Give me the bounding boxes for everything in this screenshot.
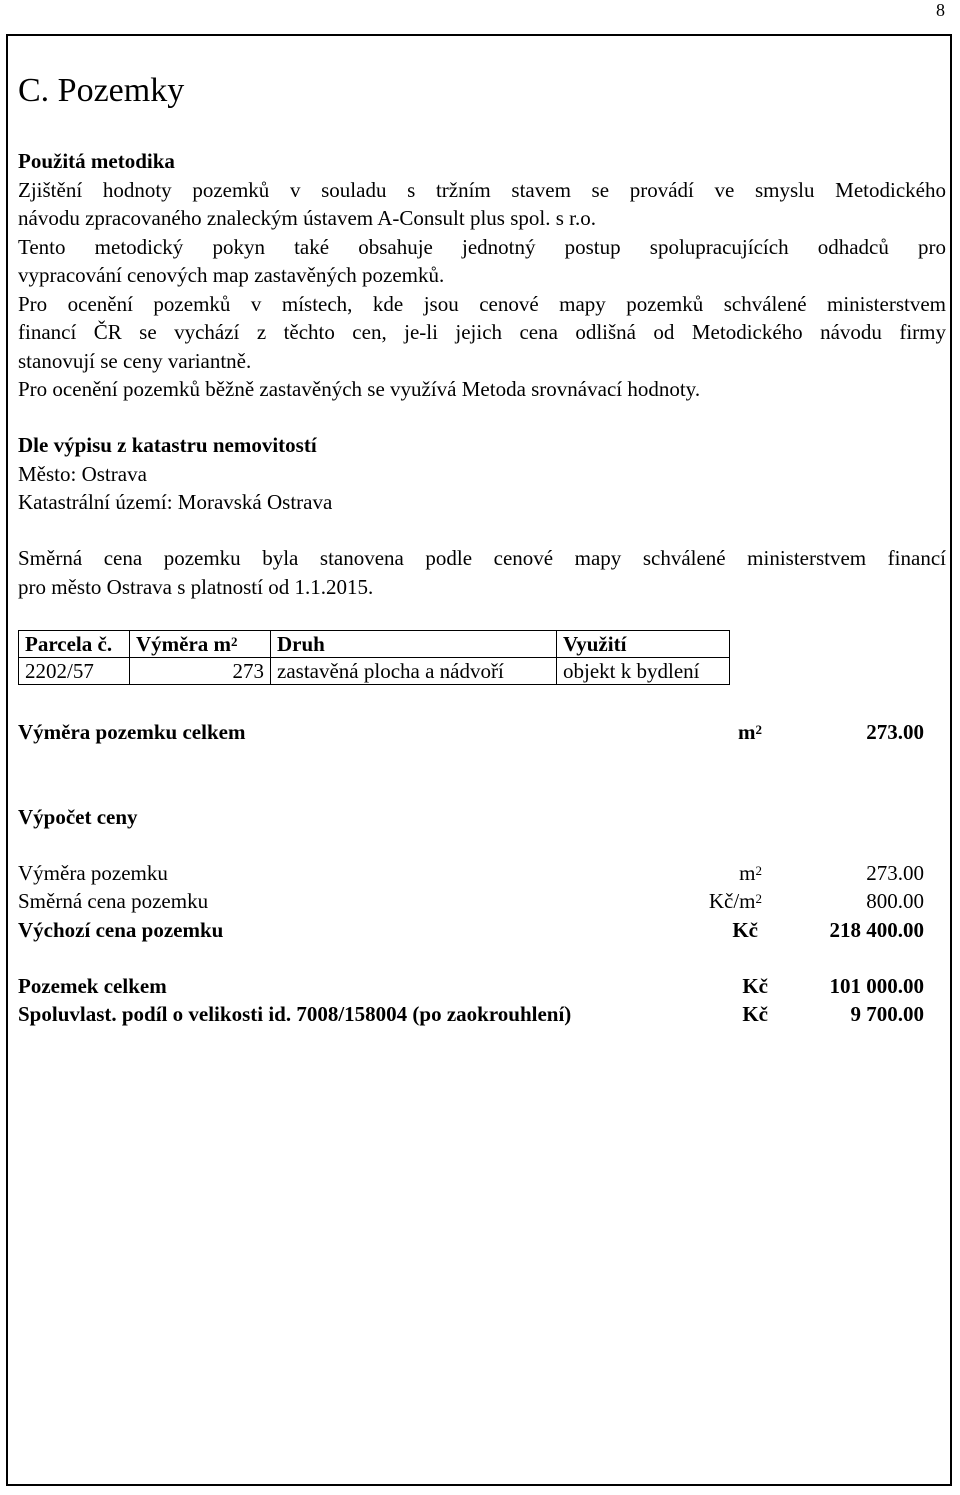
methodology-line: návodu zpracovaného znaleckým ústavem A-Consult plus spol. s r.o. [18,206,596,230]
header-area-sup: 2 [231,634,238,649]
header-usage: Využití [557,631,730,658]
calc-unit [709,887,762,915]
cadastre-city: Město: Ostrava [18,461,147,486]
calc-row-area [18,859,928,887]
table-header-row [19,631,730,658]
calc-row-base [18,916,928,944]
methodology-line: Tento metodický pokyn také obsahuje jednotný postup spolupracujících odhadců pro [18,234,946,259]
cell-parcel: 2202/57 [19,658,130,685]
summary-label: Spoluvlast. podíl o velikosti id. 7008/158004 (po zaokrouhlení) [18,1002,572,1026]
price-note-line: Směrná cena pozemku byla stanovena podle cenové mapy schválené ministerstvem financí [18,546,946,570]
calc-label: Výchozí cena pozemku [18,918,224,942]
unit-text: Kč/m [708,889,756,913]
methodology-line: Zjištění hodnoty pozemků v souladu s tržním stavem se provádí ve smyslu Metodického [18,177,946,202]
calc-label: Směrná cena pozemku [18,889,209,913]
methodology-heading: Použitá metodika [18,149,175,173]
summary-value: 9 700.00 [850,1002,924,1026]
methodology-section [18,147,946,404]
calculation-heading [18,803,928,831]
table-row [19,658,730,685]
calc-value: 218 400.00 [829,918,924,942]
summary-row-share [18,1000,928,1028]
calculation-heading-text: Výpočet ceny [18,805,138,829]
summary-value: 101 000.00 [829,974,924,998]
cadastre-section [18,431,946,517]
unit-sup: 2 [755,891,762,906]
methodology-line: Pro ocenění pozemků běžně zastavěných se využívá Metoda srovnávací hodnoty. [18,377,701,401]
methodology-line: financí ČR se vychází z těchto cen, je-li jejich cena odlišná od Metodického návodu firmy [18,320,946,344]
page-number: 8 [936,0,945,20]
parcel-table [18,630,730,685]
calc-unit: Kč [732,918,758,942]
unit-sup: 2 [755,722,762,737]
unit-text: m [739,861,756,885]
total-area-row [18,718,928,746]
calc-value: 273.00 [866,861,924,885]
total-area-unit [738,718,762,746]
total-area-value: 273.00 [866,720,924,744]
calc-row-price [18,887,928,915]
summary-unit: Kč [742,1002,768,1026]
methodology-line: Pro ocenění pozemků v místech, kde jsou cenové mapy pozemků schválené ministerstvem [18,291,946,316]
summary-unit: Kč [742,974,768,998]
summary-label: Pozemek celkem [18,974,167,998]
price-note [18,544,946,601]
unit-text: m [738,720,756,744]
cadastre-heading: Dle výpisu z katastru nemovitostí [18,433,317,457]
calc-value: 800.00 [866,889,924,913]
calc-label: Výměra pozemku [18,861,168,885]
methodology-line: vypracování cenových map zastavěných pozemků. [18,263,445,287]
header-parcel: Parcela č. [19,631,130,658]
unit-sup: 2 [755,863,762,878]
cell-usage: objekt k bydlení [557,658,730,685]
cell-type: zastavěná plocha a nádvoří [271,658,557,685]
page-title: C. Pozemky [18,72,185,109]
methodology-line: stanovují se ceny variantně. [18,348,252,373]
header-type: Druh [271,631,557,658]
header-area-label: Výměra m [136,632,232,656]
cadastre-territory: Katastrální území: Moravská Ostrava [18,490,333,514]
price-note-line: pro město Ostrava s platností od 1.1.2015. [18,574,374,599]
summary-row-land [18,972,928,1000]
cell-area: 273 [130,658,271,685]
total-area-label: Výměra pozemku celkem [18,720,246,744]
header-area [130,631,271,658]
calc-unit [739,859,762,887]
